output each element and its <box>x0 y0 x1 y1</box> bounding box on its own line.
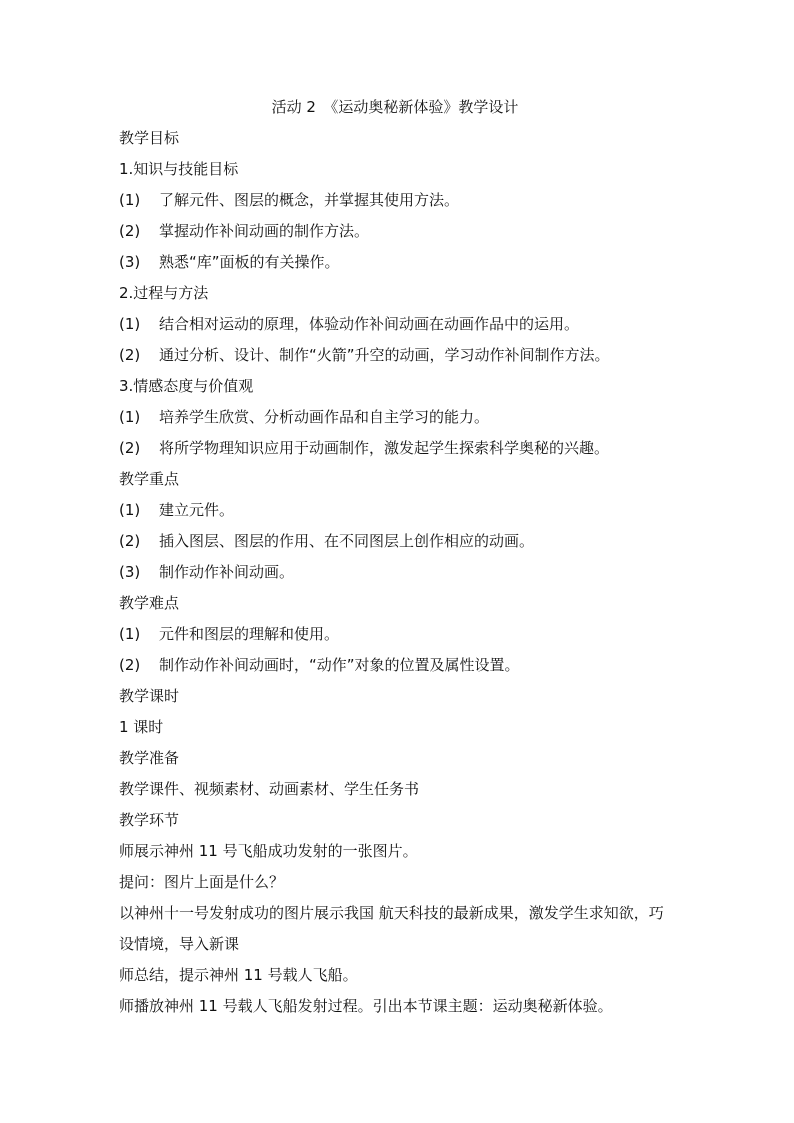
section-heading-keypoints: 教学重点 <box>119 470 180 488</box>
list-item <box>119 433 679 464</box>
list-item <box>119 340 679 371</box>
item-text: 制作动作补间动画。 <box>159 563 295 581</box>
item-number: (1) <box>119 408 141 426</box>
document-body <box>119 92 679 1022</box>
list-item <box>119 309 679 340</box>
section-heading-preparation: 教学准备 <box>119 749 180 767</box>
document-title: 活动 2 《运动奥秘新体验》教学设计 <box>271 98 519 116</box>
item-number: (3) <box>119 253 141 271</box>
list-item <box>119 185 679 216</box>
list-item <box>119 650 679 681</box>
paragraph-line: 师展示神州 11 号飞船成功发射的一张图片。 <box>119 842 418 860</box>
item-text: 插入图层、图层的作用、在不同图层上创作相应的动画。 <box>159 532 535 550</box>
list-item <box>119 402 679 433</box>
item-number: (2) <box>119 656 141 674</box>
item-number: (1) <box>119 625 141 643</box>
section-heading-goals: 教学目标 <box>119 129 180 147</box>
item-text: 元件和图层的理解和使用。 <box>159 625 340 643</box>
section-heading-hours: 教学课时 <box>119 687 180 705</box>
item-text: 将所学物理知识应用于动画制作，激发起学生探索科学奥秘的兴趣。 <box>159 439 610 457</box>
item-text: 制作动作补间动画时，“动作”对象的位置及属性设置。 <box>159 656 520 674</box>
preparation-value: 教学课件、视频素材、动画素材、学生任务书 <box>119 780 420 798</box>
subheading-knowledge: 1.知识与技能目标 <box>119 160 239 178</box>
list-item <box>119 557 679 588</box>
hours-value: 1 课时 <box>119 718 164 736</box>
item-number: (1) <box>119 315 141 333</box>
item-text: 熟悉“库”面板的有关操作。 <box>159 253 340 271</box>
item-number: (1) <box>119 191 141 209</box>
item-text: 培养学生欣赏、分析动画作品和自主学习的能力。 <box>159 408 490 426</box>
paragraph-line: 师总结，提示神州 11 号载人飞船。 <box>119 966 358 984</box>
section-heading-difficulties: 教学难点 <box>119 594 180 612</box>
item-number: (2) <box>119 222 141 240</box>
paragraph-wrapped: 以神州十一号发射成功的图片展示我国 航天科技的最新成果，激发学生求知欲，巧设情境，导入新课 <box>119 904 664 953</box>
item-number: (1) <box>119 501 141 519</box>
list-item <box>119 216 679 247</box>
item-text: 建立元件。 <box>159 501 235 519</box>
subheading-process: 2.过程与方法 <box>119 284 209 302</box>
item-text: 通过分析、设计、制作“火箭”升空的动画，学习动作补间制作方法。 <box>159 346 610 364</box>
list-item <box>119 526 679 557</box>
paragraph-line: 师播放神州 11 号载人飞船发射过程。引出本节课主题：运动奥秘新体验。 <box>119 997 613 1015</box>
list-item <box>119 247 679 278</box>
list-item <box>119 495 679 526</box>
subheading-emotion: 3.情感态度与价值观 <box>119 377 254 395</box>
item-number: (3) <box>119 563 141 581</box>
item-text: 掌握动作补间动画的制作方法。 <box>159 222 370 240</box>
item-text: 结合相对运动的原理，体验动作补间动画在动画作品中的运用。 <box>159 315 580 333</box>
item-number: (2) <box>119 532 141 550</box>
paragraph-line: 提问：图片上面是什么？ <box>119 873 285 891</box>
section-heading-process-steps: 教学环节 <box>119 811 180 829</box>
list-item <box>119 619 679 650</box>
item-number: (2) <box>119 439 141 457</box>
item-number: (2) <box>119 346 141 364</box>
item-text: 了解元件、图层的概念，并掌握其使用方法。 <box>159 191 460 209</box>
